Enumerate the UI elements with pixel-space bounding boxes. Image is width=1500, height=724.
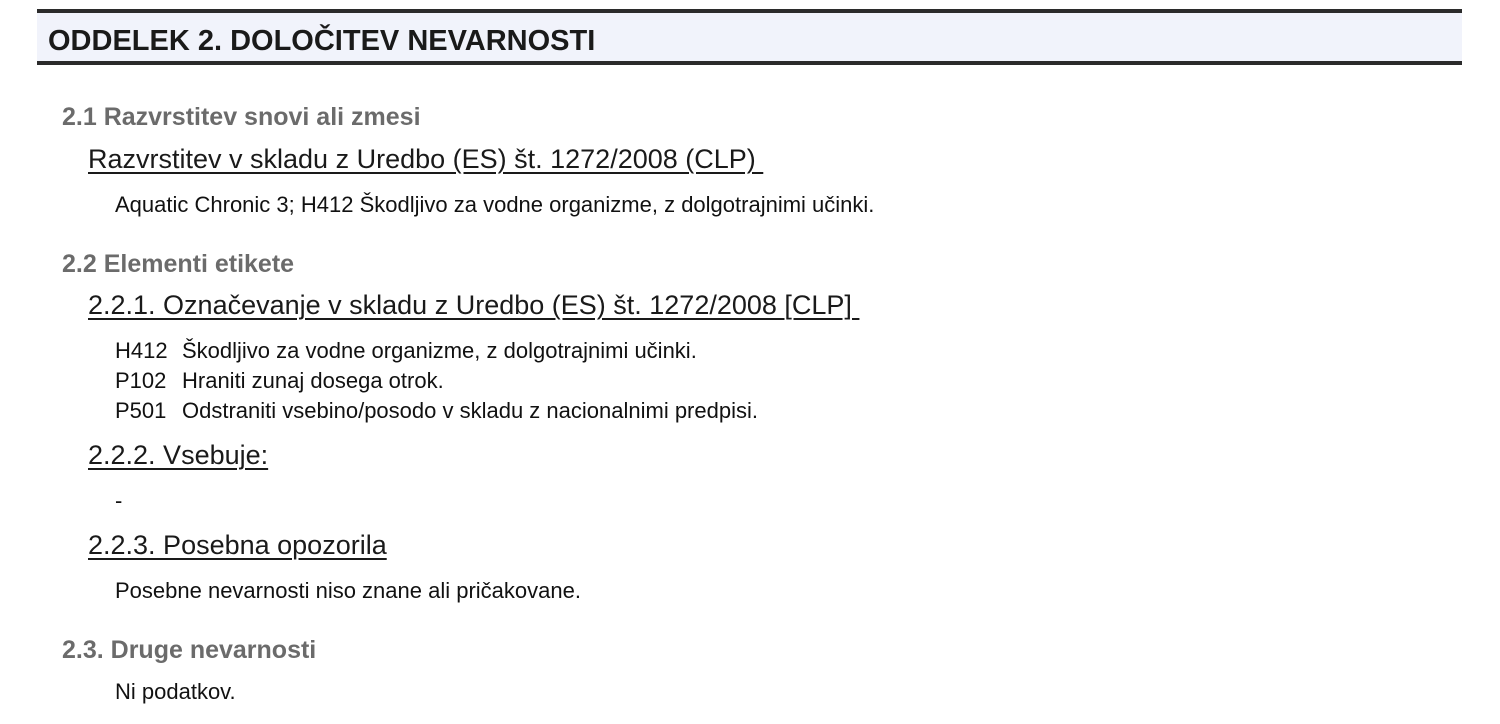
statement-code: P501: [115, 398, 167, 423]
special-warnings-text: Posebne nevarnosti niso znane ali pričakovane.: [115, 578, 581, 603]
section-title: ODDELEK 2. DOLOČITEV NEVARNOSTI: [48, 25, 596, 57]
statement-code: P102: [115, 368, 167, 393]
heading-2-3: 2.3. Druge nevarnosti: [62, 636, 317, 664]
heading-2-2-3: 2.2.3. Posebna opozorila: [88, 530, 387, 560]
section-header-bar: [37, 9, 1462, 65]
statement-text: Hraniti zunaj dosega otrok.: [182, 368, 444, 393]
heading-2-2-1: 2.2.1. Označevanje v skladu z Uredbo (ES) št. 1272/2008 [CLP]: [88, 290, 860, 320]
precautionary-statement-row: [115, 398, 758, 424]
heading-clp-classification: Razvrstitev v skladu z Uredbo (ES) št. 1272/2008 (CLP): [88, 144, 764, 174]
contains-value: -: [115, 488, 123, 513]
heading-2-2: 2.2 Elementi etikete: [62, 250, 295, 278]
hazard-statement-row: [115, 338, 697, 364]
precautionary-statement-row: [115, 368, 444, 394]
heading-2-1: 2.1 Razvrstitev snovi ali zmesi: [62, 103, 421, 131]
statement-text: Odstraniti vsebino/posodo v skladu z nacionalnimi predpisi.: [182, 398, 758, 423]
statement-code: H412: [115, 338, 168, 363]
statement-text: Škodljivo za vodne organizme, z dolgotrajnimi učinki.: [182, 338, 697, 363]
heading-2-2-2: 2.2.2. Vsebuje:: [88, 440, 269, 470]
classification-text: Aquatic Chronic 3; H412 Škodljivo za vodne organizme, z dolgotrajnimi učinki.: [115, 192, 875, 217]
other-hazards-text: Ni podatkov.: [115, 679, 236, 704]
